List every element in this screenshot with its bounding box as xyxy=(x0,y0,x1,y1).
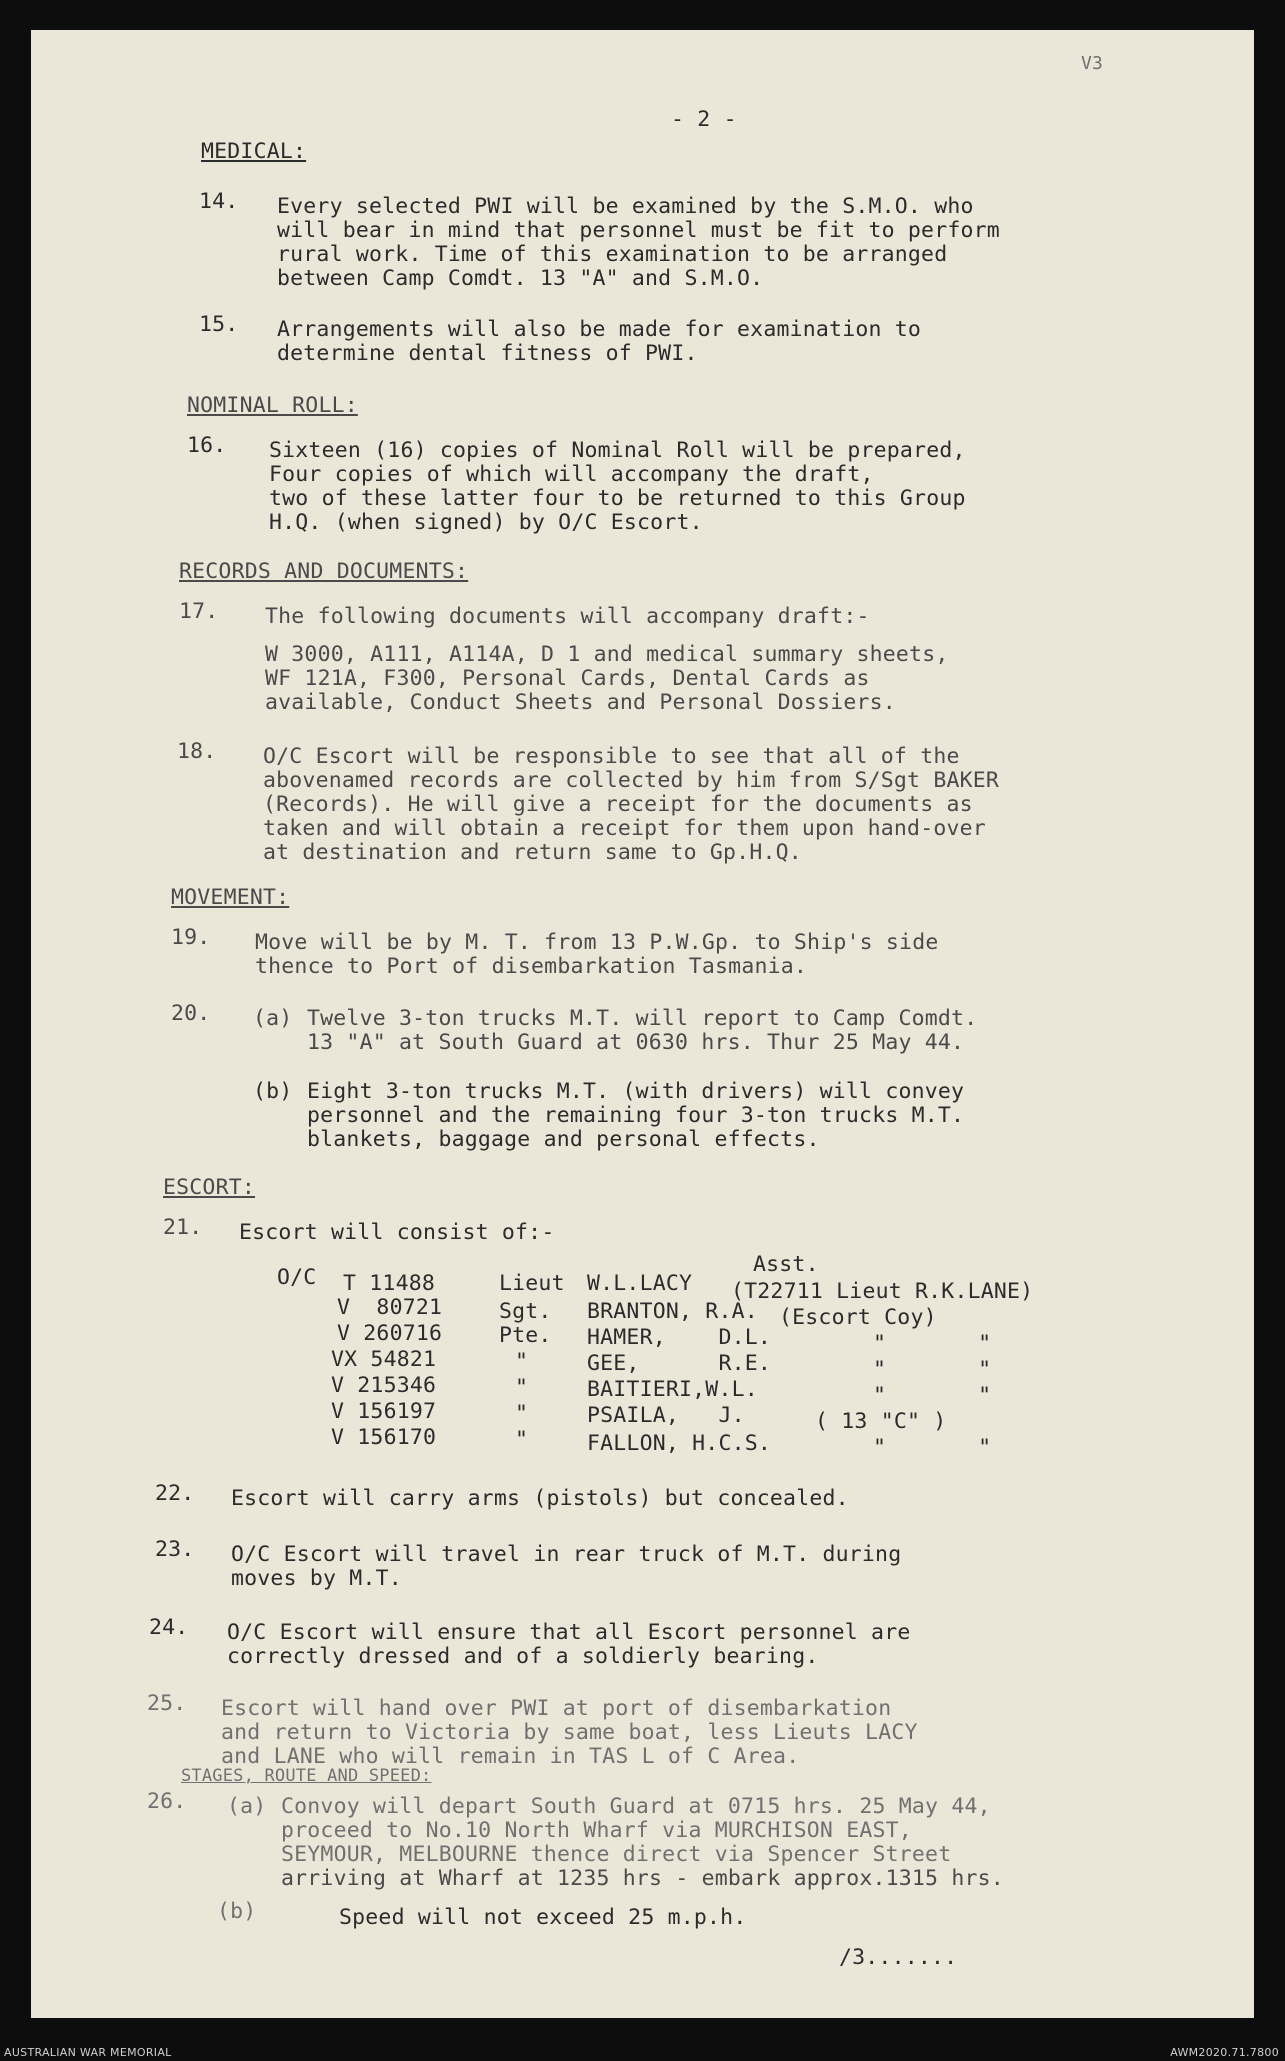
para-16-line: Four copies of which will accompany the draft, xyxy=(269,462,874,487)
para-26a-label: (a) xyxy=(227,1794,267,1819)
para-14-line: Every selected PWI will be examined by the S.M.O. who xyxy=(277,194,974,219)
continuation-mark: /3....... xyxy=(839,1945,958,1970)
table-row: " xyxy=(515,1375,529,1400)
table-row: HAMER, D.L. xyxy=(587,1325,772,1350)
para-25-line: and LANE who will remain in TAS L of C Area. xyxy=(221,1744,800,1769)
table-row: GEE, R.E. xyxy=(587,1351,772,1376)
table-row: V 215346 xyxy=(331,1373,437,1398)
table-row: FALLON, H.C.S. xyxy=(587,1431,772,1456)
heading-nominal-roll: NOMINAL ROLL: xyxy=(187,393,358,418)
para-16-line: two of these latter four to be returned to this Group xyxy=(269,486,966,511)
heading-movement: MOVEMENT: xyxy=(171,885,290,910)
para-23-number: 23. xyxy=(155,1537,195,1562)
para-20b-line: Eight 3-ton trucks M.T. (with drivers) will convey xyxy=(307,1079,965,1104)
para-16-line: H.Q. (when signed) by O/C Escort. xyxy=(269,510,703,535)
para-18-line: at destination and return same to Gp.H.Q. xyxy=(263,840,802,865)
para-25-line: Escort will hand over PWI at port of disembarkation xyxy=(221,1696,892,1721)
table-row: BRANTON, R.A. xyxy=(587,1299,758,1324)
table-row: VX 54821 xyxy=(331,1347,437,1372)
para-22-number: 22. xyxy=(155,1481,195,1506)
table-row: ( 13 "C" ) xyxy=(815,1409,947,1434)
corner-marks: V3 xyxy=(1081,53,1104,74)
table-row: T 11488 xyxy=(343,1271,436,1296)
para-20a-label: (a) xyxy=(253,1006,293,1031)
asst-label: Asst. xyxy=(753,1252,819,1277)
para-19-number: 19. xyxy=(171,925,211,950)
table-row: Pte. xyxy=(499,1323,552,1348)
para-15-line: Arrangements will also be made for examination to xyxy=(277,317,922,342)
para-26b-label: (b) xyxy=(217,1899,257,1924)
table-row: " " xyxy=(873,1331,992,1356)
document-page xyxy=(31,30,1254,2018)
para-14-line: between Camp Comdt. 13 "A" and S.M.O. xyxy=(277,266,764,291)
table-row: " xyxy=(515,1349,529,1374)
table-row: BAITIERI,W.L. xyxy=(587,1377,758,1402)
para-17-line: The following documents will accompany draft:- xyxy=(265,604,870,629)
table-row: Lieut xyxy=(499,1271,565,1296)
para-18-line: (Records). He will give a receipt for the documents as xyxy=(263,792,973,817)
table-row: (T22711 Lieut R.K.LANE) xyxy=(731,1279,1034,1304)
para-25-number: 25. xyxy=(147,1691,187,1716)
heading-records: RECORDS AND DOCUMENTS: xyxy=(179,559,469,584)
para-21-lead: Escort will consist of:- xyxy=(239,1220,555,1245)
para-26a-line: Convoy will depart South Guard at 0715 hrs. 25 May 44, xyxy=(281,1794,991,1819)
para-25-line: and return to Victoria by same boat, less Lieuts LACY xyxy=(221,1720,918,1745)
para-17-line: available, Conduct Sheets and Personal Dossiers. xyxy=(265,690,896,715)
para-20a-line: Twelve 3-ton trucks M.T. will report to Camp Comdt. xyxy=(307,1006,978,1031)
table-row: " " xyxy=(873,1357,992,1382)
para-26a-line: proceed to No.10 North Wharf via MURCHISON EAST, xyxy=(281,1818,912,1843)
para-14-line: will bear in mind that personnel must be fit to perform xyxy=(277,218,1000,243)
para-15-number: 15. xyxy=(199,312,239,337)
para-20-number: 20. xyxy=(171,1001,211,1026)
para-26-number: 26. xyxy=(147,1789,187,1814)
table-row: V 156197 xyxy=(331,1399,437,1424)
table-row: V 156170 xyxy=(331,1425,437,1450)
para-20b-line: blankets, baggage and personal effects. xyxy=(307,1127,820,1152)
para-20b-label: (b) xyxy=(253,1079,293,1104)
para-16-number: 16. xyxy=(187,433,227,458)
table-row: V 80721 xyxy=(337,1295,443,1320)
para-17-number: 17. xyxy=(179,599,219,624)
para-15-line: determine dental fitness of PWI. xyxy=(277,341,698,366)
heading-stages: STAGES, ROUTE AND SPEED: xyxy=(181,1766,432,1786)
para-18-line: taken and will obtain a receipt for them upon hand-over xyxy=(263,816,986,841)
para-20b-line: personnel and the remaining four 3-ton trucks M.T. xyxy=(307,1103,965,1128)
para-17-line: W 3000, A111, A114A, D 1 and medical summary sheets, xyxy=(265,642,949,667)
table-row: W.L.LACY xyxy=(587,1271,693,1296)
para-24-line: O/C Escort will ensure that all Escort personnel are xyxy=(227,1620,911,1645)
page-number: - 2 - xyxy=(671,107,737,132)
para-23-line: moves by M.T. xyxy=(231,1566,402,1591)
heading-medical: MEDICAL: xyxy=(201,139,307,164)
table-row: " " xyxy=(873,1435,992,1460)
table-row: PSAILA, J. xyxy=(587,1403,745,1428)
table-row: Sgt. xyxy=(499,1299,552,1324)
table-row: " " xyxy=(873,1383,992,1408)
table-row: (Escort Coy) xyxy=(779,1305,937,1330)
para-18-line: O/C Escort will be responsible to see that all of the xyxy=(263,744,960,769)
table-row: " xyxy=(515,1427,529,1452)
para-26b-line: Speed will not exceed 25 m.p.h. xyxy=(339,1905,747,1930)
para-20a-line: 13 "A" at South Guard at 0630 hrs. Thur 25 May 44. xyxy=(307,1030,965,1055)
table-row: V 260716 xyxy=(337,1321,443,1346)
para-17-line: WF 121A, F300, Personal Cards, Dental Cards as xyxy=(265,666,870,691)
para-22-line: Escort will carry arms (pistols) but concealed. xyxy=(231,1486,849,1511)
oc-label: O/C xyxy=(277,1265,317,1290)
heading-escort: ESCORT: xyxy=(163,1175,256,1200)
table-row: " xyxy=(515,1401,529,1426)
para-18-line: abovenamed records are collected by him from S/Sgt BAKER xyxy=(263,768,1000,793)
para-21-number: 21. xyxy=(163,1215,203,1240)
para-18-number: 18. xyxy=(177,739,217,764)
para-26a-line: arriving at Wharf at 1235 hrs - embark approx.1315 hrs. xyxy=(281,1866,1004,1891)
para-23-line: O/C Escort will travel in rear truck of M.T. during xyxy=(231,1542,902,1567)
para-16-line: Sixteen (16) copies of Nominal Roll will be prepared, xyxy=(269,438,966,463)
para-14-line: rural work. Time of this examination to be arranged xyxy=(277,242,948,267)
para-26a-line: SEYMOUR, MELBOURNE thence direct via Spencer Street xyxy=(281,1842,952,1867)
footer-accession-number: AWM2020.71.7800 xyxy=(1170,2046,1279,2059)
para-24-line: correctly dressed and of a soldierly bearing. xyxy=(227,1644,819,1669)
para-19-line: thence to Port of disembarkation Tasmania. xyxy=(255,954,808,979)
para-14-number: 14. xyxy=(199,189,239,214)
para-24-number: 24. xyxy=(149,1615,189,1640)
footer-source-label: AUSTRALIAN WAR MEMORIAL xyxy=(4,2046,172,2059)
para-19-line: Move will be by M. T. from 13 P.W.Gp. to Ship's side xyxy=(255,930,939,955)
